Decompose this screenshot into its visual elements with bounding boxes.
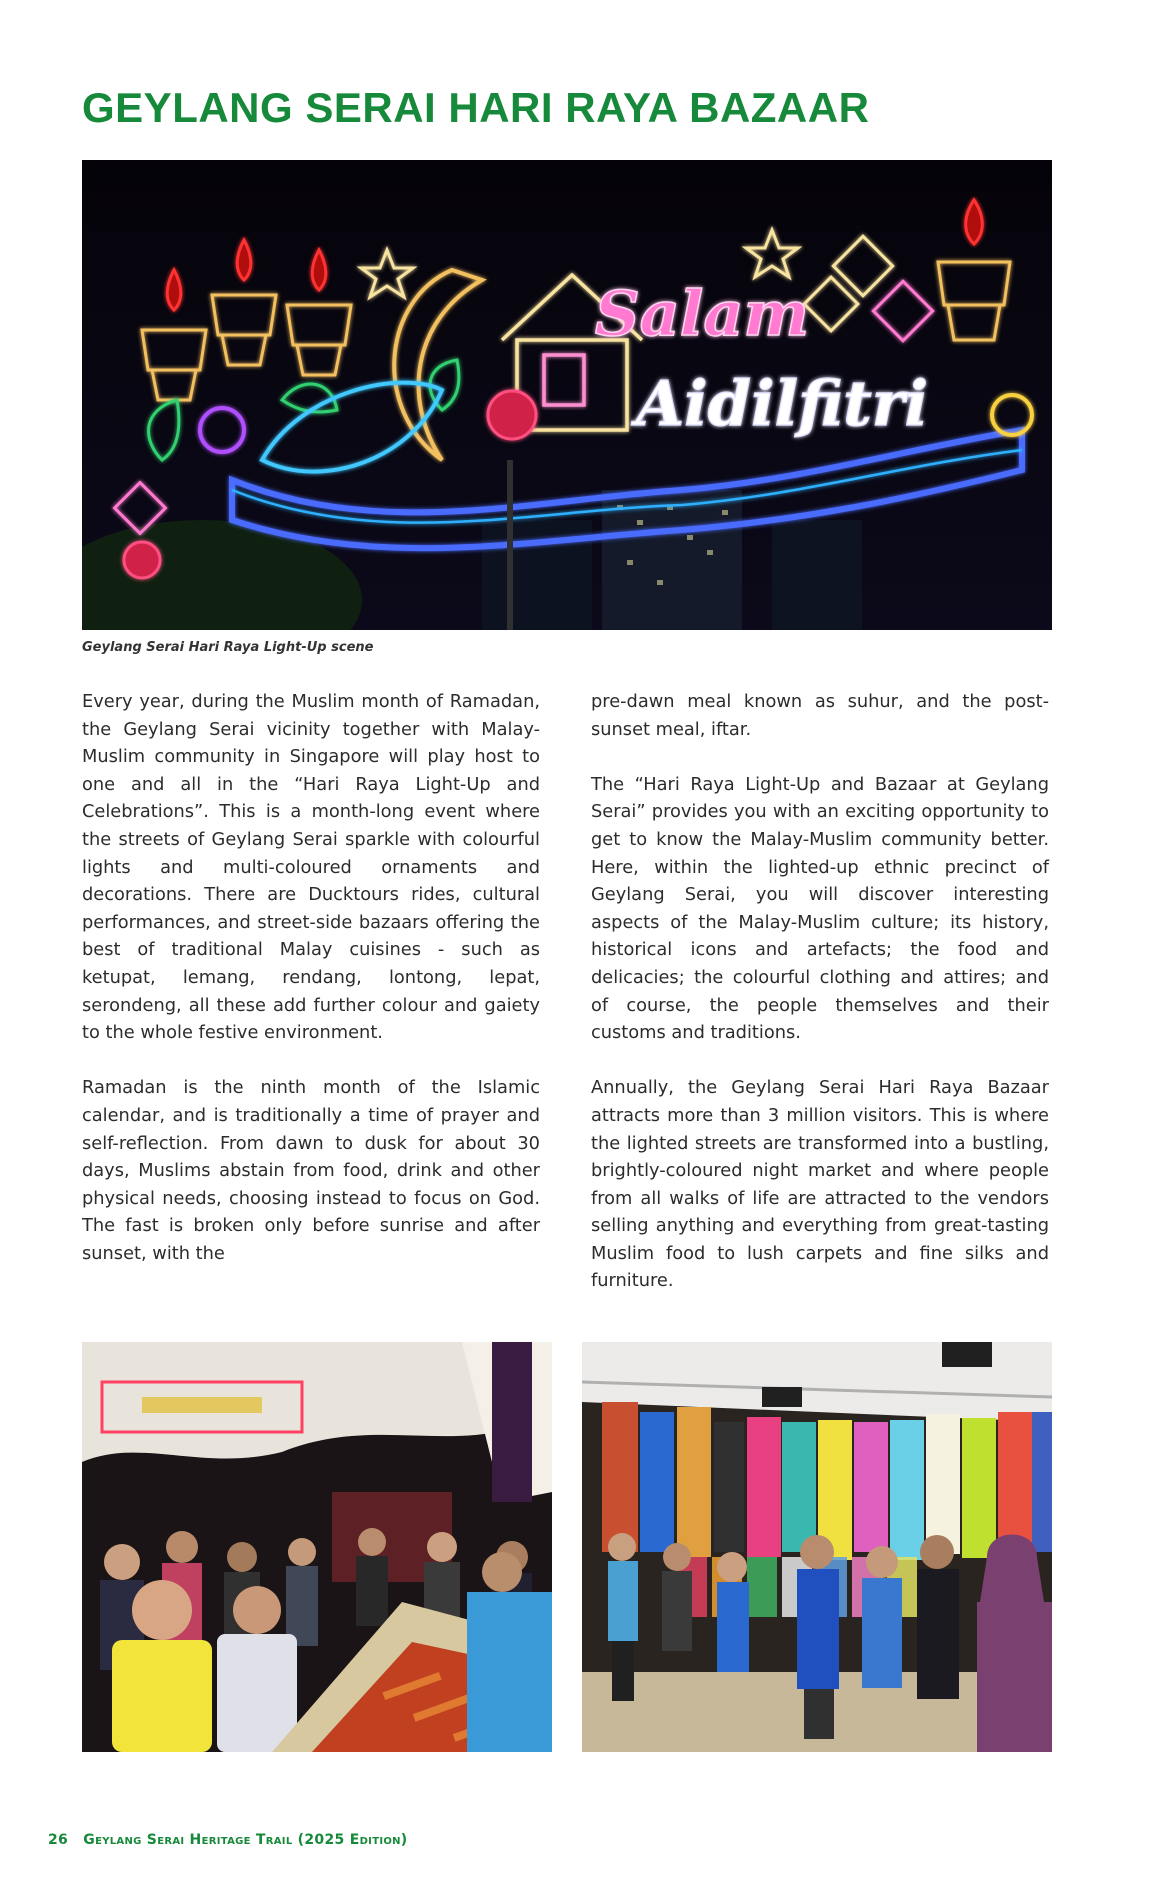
text-column-right (591, 688, 1049, 1323)
page-footer (48, 1832, 408, 1848)
text-column-left (82, 688, 540, 1295)
hero-sign-line2: Aidilfitri (635, 367, 929, 440)
hero-sign-line1: Salam (594, 277, 810, 350)
paragraph: Annually, the Geylang Serai Hari Raya Bazaar attracts more than 3 million visitors. This is where the lighted streets are transformed into a bustling, brightly-coloured night market and where people from all walks of life are attracted to the vendors selling anything and everything from great-tasting Muslim food to lush carpets and fine silks and furniture. (591, 1077, 1049, 1292)
page-title: GEYLANG SERAI HARI RAYA BAZAAR (82, 84, 870, 131)
light-up-illustration (82, 160, 1052, 630)
photo-caption: Geylang Serai Hari Raya Light-Up scene (82, 640, 374, 655)
paragraph: Ramadan is the ninth month of the Islamic calendar, and is traditionally a time of prayer and self-reflection. From dawn to dusk for about 30 days, Muslims abstain from food, drink and other physical needs, choosing instead to focus on God. The fast is broken only before sunrise and after sunset, with the (82, 1077, 540, 1264)
paragraph: Every year, during the Muslim month of Ramadan, the Geylang Serai vicinity together with Malay-Muslim community in Singapore will play host to one and all in the “Hari Raya Light-Up and Celebrations”. This is a month-long event where the streets of Geylang Serai sparkle with colourful lights and multi-coloured ornaments and decorations. There are Ducktours rides, cultural performances, and street-side bazaars offering the best of traditional Malay cuisines - such as ketupat, lemang, rendang, lontong, lepat, serondeng, all these add further colour and gaiety to the whole festive environment. (82, 691, 540, 1044)
paragraph: The “Hari Raya Light-Up and Bazaar at Geylang Serai” provides you with an exciting opportunity to get to know the Malay-Muslim community better. Here, within the lighted-up ethnic precinct of Geylang Serai, you will discover interesting aspects of the Malay-Muslim culture; its history, historical icons and artefacts; the food and delicacies; the colourful clothing and attires; and of course, the people themselves and their customs and traditions. (591, 773, 1049, 1044)
hero-photo-light-up (82, 160, 1052, 630)
photo-bazaar-food-stall (82, 1342, 552, 1752)
page-number: 26 (48, 1832, 69, 1848)
paragraph: pre-dawn meal known as suhur, and the post-sunset meal, iftar. (591, 691, 1049, 740)
publication-name: Geylang Serai Heritage Trail (2025 Edition) (83, 1832, 408, 1848)
photo-bazaar-clothing-stall (582, 1342, 1052, 1752)
